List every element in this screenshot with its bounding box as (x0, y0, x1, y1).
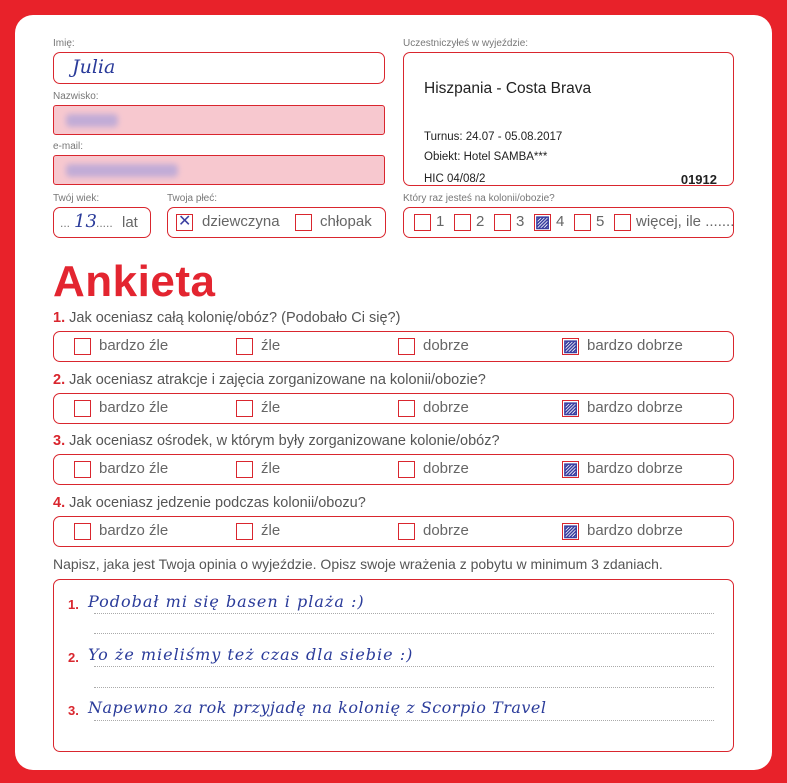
rating-checkbox[interactable] (398, 338, 415, 355)
rating-label: źle (261, 460, 281, 477)
age-dots-left: ... (60, 216, 71, 230)
rating-label: dobrze (423, 399, 469, 416)
email-field[interactable] (53, 155, 385, 185)
writing-line (94, 633, 714, 634)
question-4-options (53, 516, 734, 547)
scribble-mark-icon: ▨ (535, 214, 551, 231)
surname-label: Nazwisko: (53, 91, 99, 102)
trip-code: HIC 04/08/2 (424, 173, 486, 185)
opinion-prompt: Napisz, jaka jest Twoja opinia o wyjeździe. Opisz swoje wrażenia z pobytu w minimum 3 zdaniach. (53, 556, 663, 572)
gender-boy-label: chłopak (320, 213, 372, 230)
email-redacted (66, 164, 178, 177)
opinion-line-2-text: Yo że mieliśmy też czas dla siebie :) (88, 645, 414, 664)
rating-label: bardzo dobrze (587, 460, 683, 477)
cross-mark-icon: ✕ (178, 213, 192, 230)
gender-field (167, 207, 386, 238)
rating-label: źle (261, 522, 281, 539)
writing-line (94, 720, 714, 721)
times-4-checkbox[interactable] (534, 214, 551, 231)
gender-label: Twoja płeć: (167, 193, 218, 204)
rating-checkbox[interactable] (398, 523, 415, 540)
rating-checkbox[interactable] (74, 400, 91, 417)
email-label: e-mail: (53, 141, 84, 152)
gender-boy-checkbox[interactable] (295, 214, 312, 231)
opinion-box[interactable] (53, 579, 734, 752)
rating-checkbox[interactable] (236, 461, 253, 478)
rating-label: bardzo źle (99, 399, 169, 416)
times-more-label: więcej, ile ....... (636, 213, 735, 230)
trip-label: Uczestniczyłeś w wyjeździe: (403, 38, 529, 49)
times-field (403, 207, 734, 238)
question-number: 3. (53, 433, 66, 449)
writing-line (94, 613, 714, 614)
surname-field[interactable] (53, 105, 385, 135)
rating-label: bardzo dobrze (587, 399, 683, 416)
question-1-options (53, 331, 734, 362)
question-number: 4. (53, 495, 66, 511)
rating-checkbox[interactable] (236, 338, 253, 355)
trip-obiekt: Obiekt: Hotel SAMBA*** (424, 151, 548, 163)
rating-checkbox[interactable] (562, 523, 579, 540)
trip-destination: Hiszpania - Costa Brava (424, 80, 592, 97)
question-3-text (53, 433, 500, 449)
rating-checkbox[interactable] (74, 523, 91, 540)
opinion-line-2-number: 2. (68, 650, 79, 665)
rating-label: bardzo dobrze (587, 337, 683, 354)
times-3-label: 3 (516, 213, 525, 230)
rating-checkbox[interactable] (398, 400, 415, 417)
survey-title: Ankieta (53, 257, 216, 306)
times-2-label: 2 (476, 213, 485, 230)
writing-line (94, 666, 714, 667)
question-2-text (53, 372, 486, 388)
age-field[interactable] (53, 207, 151, 238)
age-value: 13 (74, 211, 97, 232)
rating-checkbox[interactable] (562, 338, 579, 355)
question-label: Jak oceniasz atrakcje i zajęcia zorganizowane na kolonii/obozie? (69, 372, 486, 388)
times-5-checkbox[interactable] (574, 214, 591, 231)
times-4-label: 4 (556, 213, 565, 230)
trip-number: 01912 (680, 172, 717, 187)
name-label: Imię: (53, 38, 75, 49)
writing-line (94, 687, 714, 688)
scribble-mark-icon: ▨ (563, 338, 579, 355)
rating-checkbox[interactable] (236, 523, 253, 540)
times-label: Który raz jesteś na kolonii/obozie? (403, 193, 555, 204)
times-1-label: 1 (436, 213, 445, 230)
times-3-checkbox[interactable] (494, 214, 511, 231)
surname-redacted (66, 114, 118, 127)
times-more-checkbox[interactable] (614, 214, 631, 231)
rating-label: dobrze (423, 337, 469, 354)
opinion-line-3-text: Napewno za rok przyjadę na kolonię z Scorpio Travel (88, 698, 547, 717)
age-dots-right: ..... (96, 216, 113, 230)
rating-label: źle (261, 399, 281, 416)
opinion-line-3-number: 3. (68, 703, 79, 718)
opinion-line-1-number: 1. (68, 597, 79, 612)
gender-girl-checkbox[interactable] (176, 214, 193, 231)
question-3-options (53, 454, 734, 485)
name-field[interactable] (53, 52, 385, 84)
trip-turnus: Turnus: 24.07 - 05.08.2017 (424, 131, 563, 143)
question-label: Jak oceniasz całą kolonię/obóz? (Podobało Ci się?) (69, 310, 401, 326)
times-1-checkbox[interactable] (414, 214, 431, 231)
rating-checkbox[interactable] (236, 400, 253, 417)
question-1-text (53, 310, 400, 326)
opinion-line-1-text: Podobał mi się basen i plaża :) (88, 592, 365, 611)
times-5-label: 5 (596, 213, 605, 230)
question-4-text (53, 495, 366, 511)
age-unit: lat (122, 214, 138, 231)
trip-info-box (403, 52, 734, 186)
question-number: 1. (53, 310, 66, 326)
survey-sheet (15, 15, 772, 770)
rating-checkbox[interactable] (398, 461, 415, 478)
question-number: 2. (53, 372, 66, 388)
rating-label: źle (261, 337, 281, 354)
rating-checkbox[interactable] (562, 461, 579, 478)
name-value: Julia (72, 56, 116, 78)
rating-label: bardzo dobrze (587, 522, 683, 539)
times-2-checkbox[interactable] (454, 214, 471, 231)
scribble-mark-icon: ▨ (563, 523, 579, 540)
rating-label: dobrze (423, 522, 469, 539)
question-2-options (53, 393, 734, 424)
question-label: Jak oceniasz jedzenie podczas kolonii/obozu? (69, 495, 366, 511)
rating-checkbox[interactable] (74, 338, 91, 355)
rating-label: bardzo źle (99, 460, 169, 477)
question-label: Jak oceniasz ośrodek, w którym były zorganizowane kolonie/obóz? (69, 433, 500, 449)
rating-checkbox[interactable] (562, 400, 579, 417)
rating-label: bardzo źle (99, 337, 169, 354)
scribble-mark-icon: ▨ (563, 400, 579, 417)
gender-girl-label: dziewczyna (202, 213, 280, 230)
age-label: Twój wiek: (53, 193, 100, 204)
rating-label: dobrze (423, 460, 469, 477)
scribble-mark-icon: ▨ (563, 461, 579, 478)
rating-label: bardzo źle (99, 522, 169, 539)
rating-checkbox[interactable] (74, 461, 91, 478)
